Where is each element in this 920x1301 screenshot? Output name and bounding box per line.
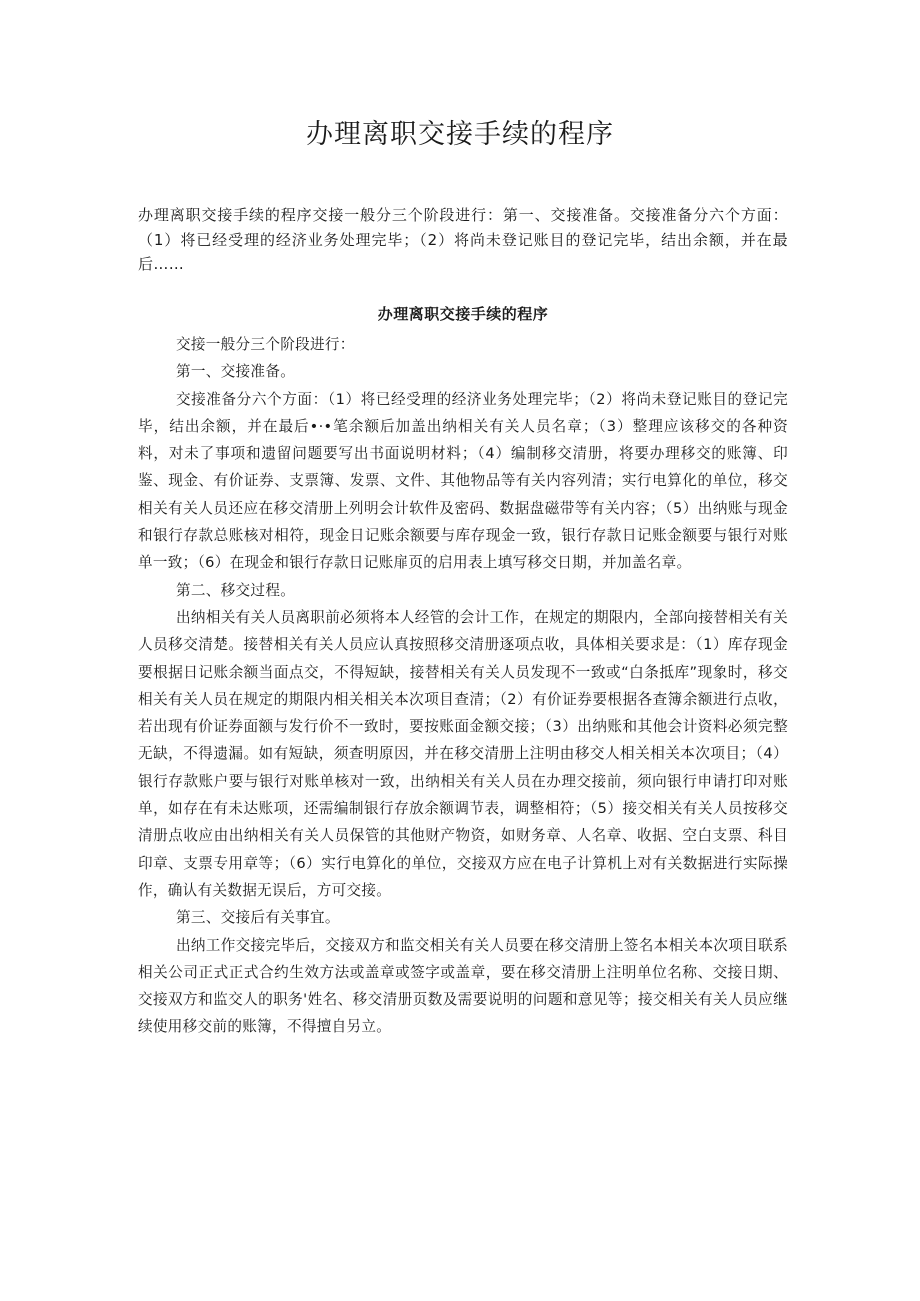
heading-step-1: 第一、交接准备。	[175, 363, 296, 381]
heading-step-3: 第三、交接后有关事宜。	[175, 909, 340, 927]
summary-paragraph: 办理离职交接手续的程序交接一般分三个阶段进行：第一、交接准备。交接准备分六个方面：（1）将已经受理的经济业务处理完毕；（2）将尚未登记账目的登记完毕，结出余额，并在最后……	[138, 206, 788, 273]
paragraph-step-1: 交接准备分六个方面：（1）将已经受理的经济业务处理完毕；（2）将尚未登记账目的登记完毕，结出余额，并在最后•·•笔余额后加盖出纳相关有关人员名章；（3）整理应该移交的各种资料，对未了事项和遗留问题要写出书面说明材料；（4）编制移交清册，将要办理移交的账簿、印鉴、现金、有价证券、支票簿、发票、文件、其他物品等有关内容列清；实行电算化的单位，移交相关有关人员还应在移交清册上列明会计软件及密码、数据盘磁带等有关内容；（5）出纳账与现金和银行存款总账核对相符，现金日记账余额要与库存现金一致，银行存款日记账金额要与银行对账单一致；（6）在现金和银行存款日记账扉页的启用表上填写移交日期，并加盖名章。	[138, 390, 788, 572]
section-title: 办理离职交接手续的程序	[377, 305, 549, 323]
article-body	[138, 302, 788, 1041]
page-title: 办理离职交接手续的程序	[306, 119, 614, 150]
paragraph-intro: 交接一般分三个阶段进行：	[175, 336, 355, 353]
paragraph-step-2: 出纳相关有关人员离职前必须将本人经管的会计工作，在规定的期限内，全部向接替相关有关人员移交清楚。接替相关有关人员应认真按照移交清册逐项点收，具体相关要求是：（1）库存现金要根据日记账余额当面点交，不得短缺，接替相关有关人员发现不一致或“白条抵库”现象时，移交相关有关人员在规定的期限内相关相关本次项目查清；（2）有价证券要根据各查簿余额进行点收，若出现有价证券面额与发行价不一致时，要按账面金额交接；（3）出纳账和其他会计资料必须完整无缺，不得遗漏。如有短缺，须查明原因，并在移交清册上注明由移交人相关相关本次项目；（4）银行存款账户要与银行对账单核对一致，出纳相关有关人员在办理交接前，须向银行申请打印对账单，如存在有未达账项，还需编制银行存放余额调节表，调整相符；（5）接交相关有关人员按移交清册点收应由出纳相关有关人员保管的其他财产物资，如财务章、人名章、收据、空白支票、科目印章、支票专用章等；（6）实行电算化的单位，交接双方应在电子计算机上对有关数据进行实际操作，确认有关数据无误后，方可交接。	[138, 608, 788, 899]
heading-step-2: 第二、移交过程。	[175, 581, 296, 599]
paragraph-step-3: 出纳工作交接完毕后，交接双方和监交相关有关人员要在移交清册上签名本相关本次项目联系相关公司正式正式合约生效方法或盖章或签字或盖章，要在移交清册上注明单位名称、交接日期、交接双方和监交人的职务'姓名、移交清册页数及需要说明的问题和意见等；接交相关有关人员应继续使用移交前的账簿，不得擅自另立。	[138, 936, 788, 1036]
